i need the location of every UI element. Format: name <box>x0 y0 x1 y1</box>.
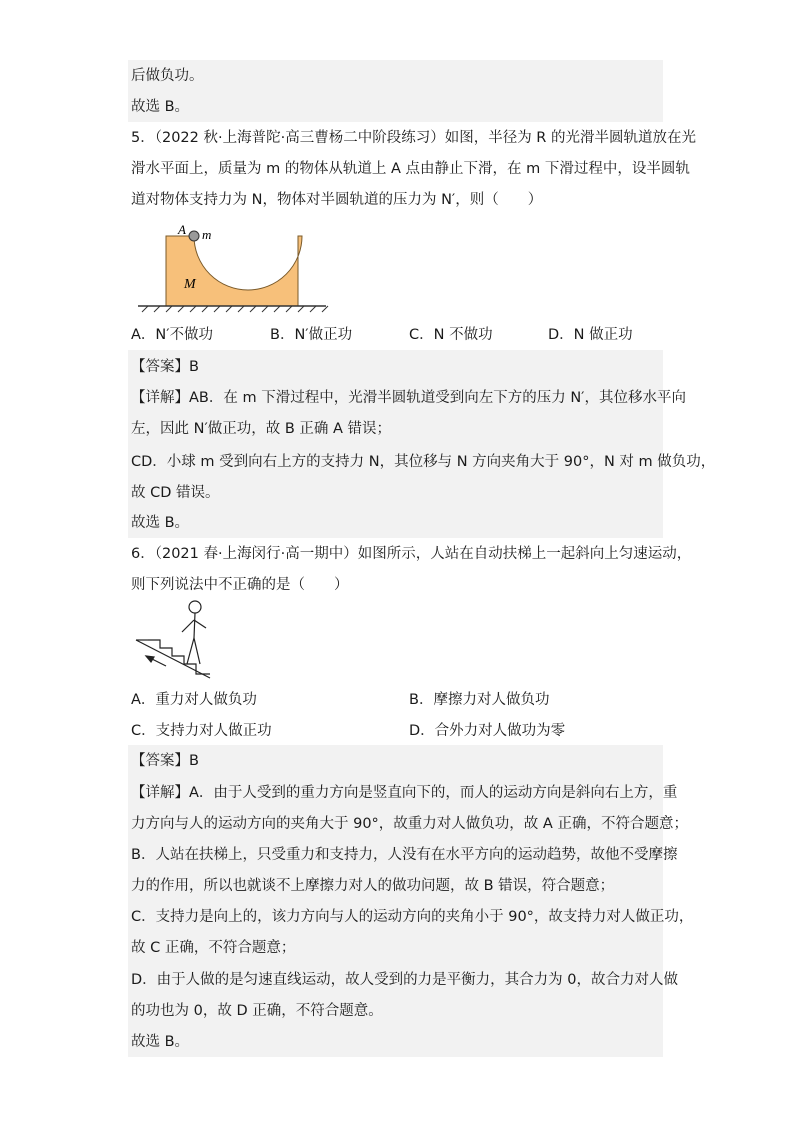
q6-answer: 【答案】B <box>131 753 199 769</box>
q6-option-d[interactable]: D．合外力对人做功为零 <box>409 723 566 739</box>
q6-detail-line7: D．由于人做的是匀速直线运动，故人受到的力是平衡力，其合力为 0，故合力对人做 <box>131 972 678 988</box>
q5-conclusion: 故选 B。 <box>131 515 190 531</box>
q6-detail-line3: B．人站在扶梯上，只受重力和支持力，人没有在水平方向的运动趋势，故他不受摩擦 <box>131 847 678 863</box>
q5-stem-line2: 滑水平面上，质量为 m 的物体从轨道上 A 点由静止下滑，在 m 下滑过程中，设半圆轨 <box>131 161 690 177</box>
q5-option-d[interactable]: D．N 做正功 <box>548 327 633 343</box>
label-m: m <box>202 227 212 242</box>
answer-shade-q5 <box>128 350 663 538</box>
answer-shade-q4 <box>128 60 663 122</box>
q6-figure <box>130 598 230 684</box>
q5-option-b[interactable]: B．N′做正功 <box>270 327 353 343</box>
label-M: M <box>184 277 196 292</box>
escalator-steps <box>148 640 210 674</box>
q6-detail-line6: 故 C 正确，不符合题意； <box>131 940 296 956</box>
q5-option-a[interactable]: A．N′不做功 <box>131 327 214 343</box>
ball-m <box>189 231 199 241</box>
q5-answer: 【答案】B <box>131 359 199 375</box>
q5-stem-line3: 道对物体支持力为 N，物体对半圆轨道的压力为 N′，则（ ） <box>131 192 543 208</box>
q5-stem-line1: 5．（2022 秋·上海普陀·高三曹杨二中阶段练习）如图，半径为 R 的光滑半圆轨道放在光 <box>131 130 696 146</box>
q6-detail-line4: 力的作用，所以也就谈不上摩擦力对人的做功问题，故 B 错误，符合题意； <box>131 878 615 894</box>
q6-detail-line5: C．支持力是向上的，该力方向与人的运动方向的夹角小于 90°，故支持力对人做正功， <box>131 909 694 925</box>
person-figure <box>182 601 206 664</box>
motion-arrow <box>146 656 166 666</box>
q6-detail-line8: 的功也为 0，故 D 正确，不符合题意。 <box>131 1003 383 1019</box>
q6-stem-line1: 6．（2021 春·上海闵行·高一期中）如图所示，人站在自动扶梯上一起斜向上匀速运动， <box>131 546 692 562</box>
q6-option-b[interactable]: B．摩擦力对人做负功 <box>409 692 550 708</box>
ground-hatch <box>142 306 328 312</box>
q5-figure <box>130 222 330 317</box>
q5-detail-line1: 【详解】AB．在 m 下滑过程中，光滑半圆轨道受到向左下方的压力 N′，其位移水平向 <box>131 390 686 406</box>
q6-detail-line1: 【详解】A．由于人受到的重力方向是竖直向下的，而人的运动方向是斜向右上方，重 <box>131 785 678 801</box>
q5-detail-line2: 左，因此 N′做正功，故 B 正确 A 错误； <box>131 421 392 437</box>
half-pipe-block <box>166 236 302 306</box>
q4-tail-line1: 后做负功。 <box>131 68 204 84</box>
q6-option-c[interactable]: C．支持力对人做正功 <box>131 723 272 739</box>
q4-tail-line2: 故选 B。 <box>131 99 190 115</box>
q6-option-a[interactable]: A．重力对人做负功 <box>131 692 257 708</box>
q6-stem-line2: 则下列说法中不正确的是（ ） <box>131 577 349 593</box>
q5-detail-line3: CD．小球 m 受到向右上方的支持力 N，其位移与 N 方向夹角大于 90°，N 对 m 做负功， <box>131 454 716 470</box>
q6-conclusion: 故选 B。 <box>131 1034 190 1050</box>
q5-detail-line4: 故 CD 错误。 <box>131 485 220 501</box>
q5-option-c[interactable]: C．N 不做功 <box>409 327 493 343</box>
label-A: A <box>178 222 186 237</box>
q6-detail-line2: 力方向与人的运动方向的夹角大于 90°，故重力对人做负功，故 A 正确，不符合题意； <box>131 816 688 832</box>
